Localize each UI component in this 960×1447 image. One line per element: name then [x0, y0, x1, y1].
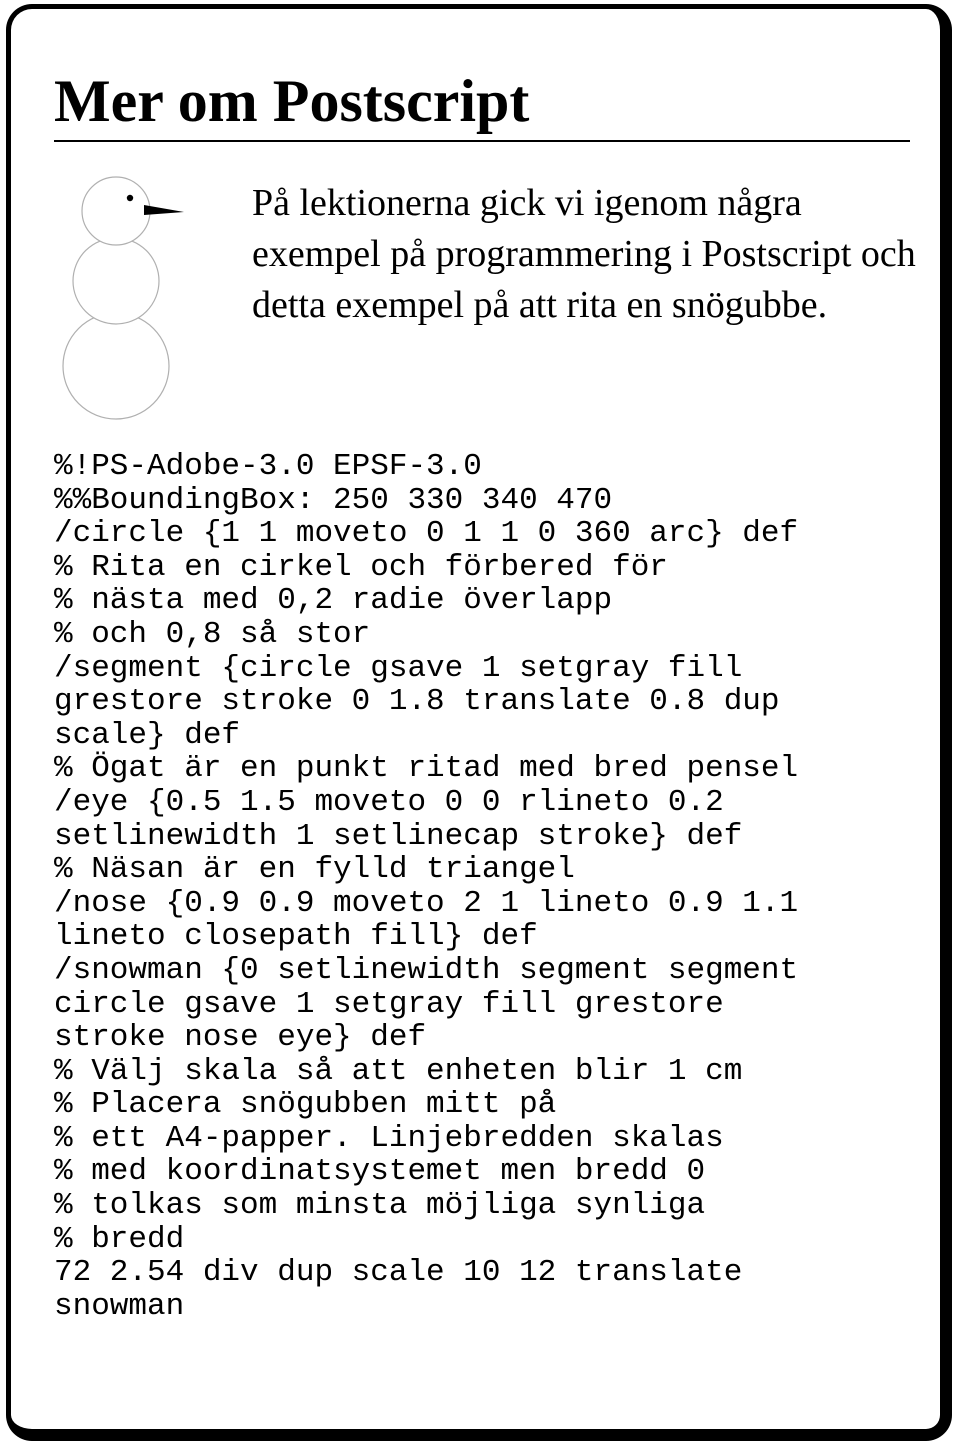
code-line: % och 0,8 så stor: [54, 616, 371, 652]
snowman-eye: [127, 195, 133, 201]
code-line: setlinewidth 1 setlinecap stroke} def: [54, 818, 743, 854]
code-line: /snowman {0 setlinewidth segment segment: [54, 952, 799, 988]
code-line: % Rita en cirkel och förbered för: [54, 549, 668, 585]
code-line: /circle {1 1 moveto 0 1 1 0 360 arc} def: [54, 516, 799, 552]
snowman-head: [82, 177, 150, 245]
title-divider: [54, 140, 910, 142]
code-line: lineto closepath fill} def: [54, 919, 538, 955]
code-line: scale} def: [54, 717, 241, 753]
page-title: Mer om Postscript: [54, 68, 530, 134]
code-line: % Näsan är en fylld triangel: [54, 852, 575, 888]
code-line: 72 2.54 div dup scale 10 12 translate: [54, 1255, 743, 1291]
code-line: circle gsave 1 setgray fill grestore: [54, 986, 724, 1022]
code-line: stroke nose eye} def: [54, 1020, 427, 1056]
code-line: %%BoundingBox: 250 330 340 470: [54, 482, 613, 518]
snowman-middle-segment: [73, 238, 159, 324]
code-line: % tolkas som minsta möjliga synliga: [54, 1188, 706, 1224]
code-line: /eye {0.5 1.5 moveto 0 0 rlineto 0.2: [54, 784, 724, 820]
code-line: snowman: [54, 1288, 185, 1324]
code-line: % ett A4-papper. Linjebredden skalas: [54, 1120, 724, 1156]
code-line: % Välj skala så att enheten blir 1 cm: [54, 1053, 743, 1089]
code-line: % Ögat är en punkt ritad med bred pensel: [54, 751, 799, 787]
code-line: % nästa med 0,2 radie överlapp: [54, 583, 613, 619]
snowman-icon: [56, 172, 196, 422]
code-line: grestore stroke 0 1.8 translate 0.8 dup: [54, 684, 780, 720]
postscript-code-block: [54, 450, 798, 1323]
code-line: /segment {circle gsave 1 setgray fill: [54, 650, 743, 686]
intro-paragraph: På lektionerna gick vi igenom några exempel på programmering i Postscript och detta exempel på att rita en snögubbe.: [252, 182, 916, 326]
snowman-bottom-segment: [63, 313, 169, 419]
code-line: /nose {0.9 0.9 moveto 2 1 lineto 0.9 1.1: [54, 885, 799, 921]
code-line: % Placera snögubben mitt på: [54, 1087, 557, 1123]
snowman-nose: [144, 205, 184, 215]
code-line: % med koordinatsystemet men bredd 0: [54, 1154, 706, 1190]
code-line: % bredd: [54, 1221, 185, 1257]
code-line: %!PS-Adobe-3.0 EPSF-3.0: [54, 449, 482, 484]
